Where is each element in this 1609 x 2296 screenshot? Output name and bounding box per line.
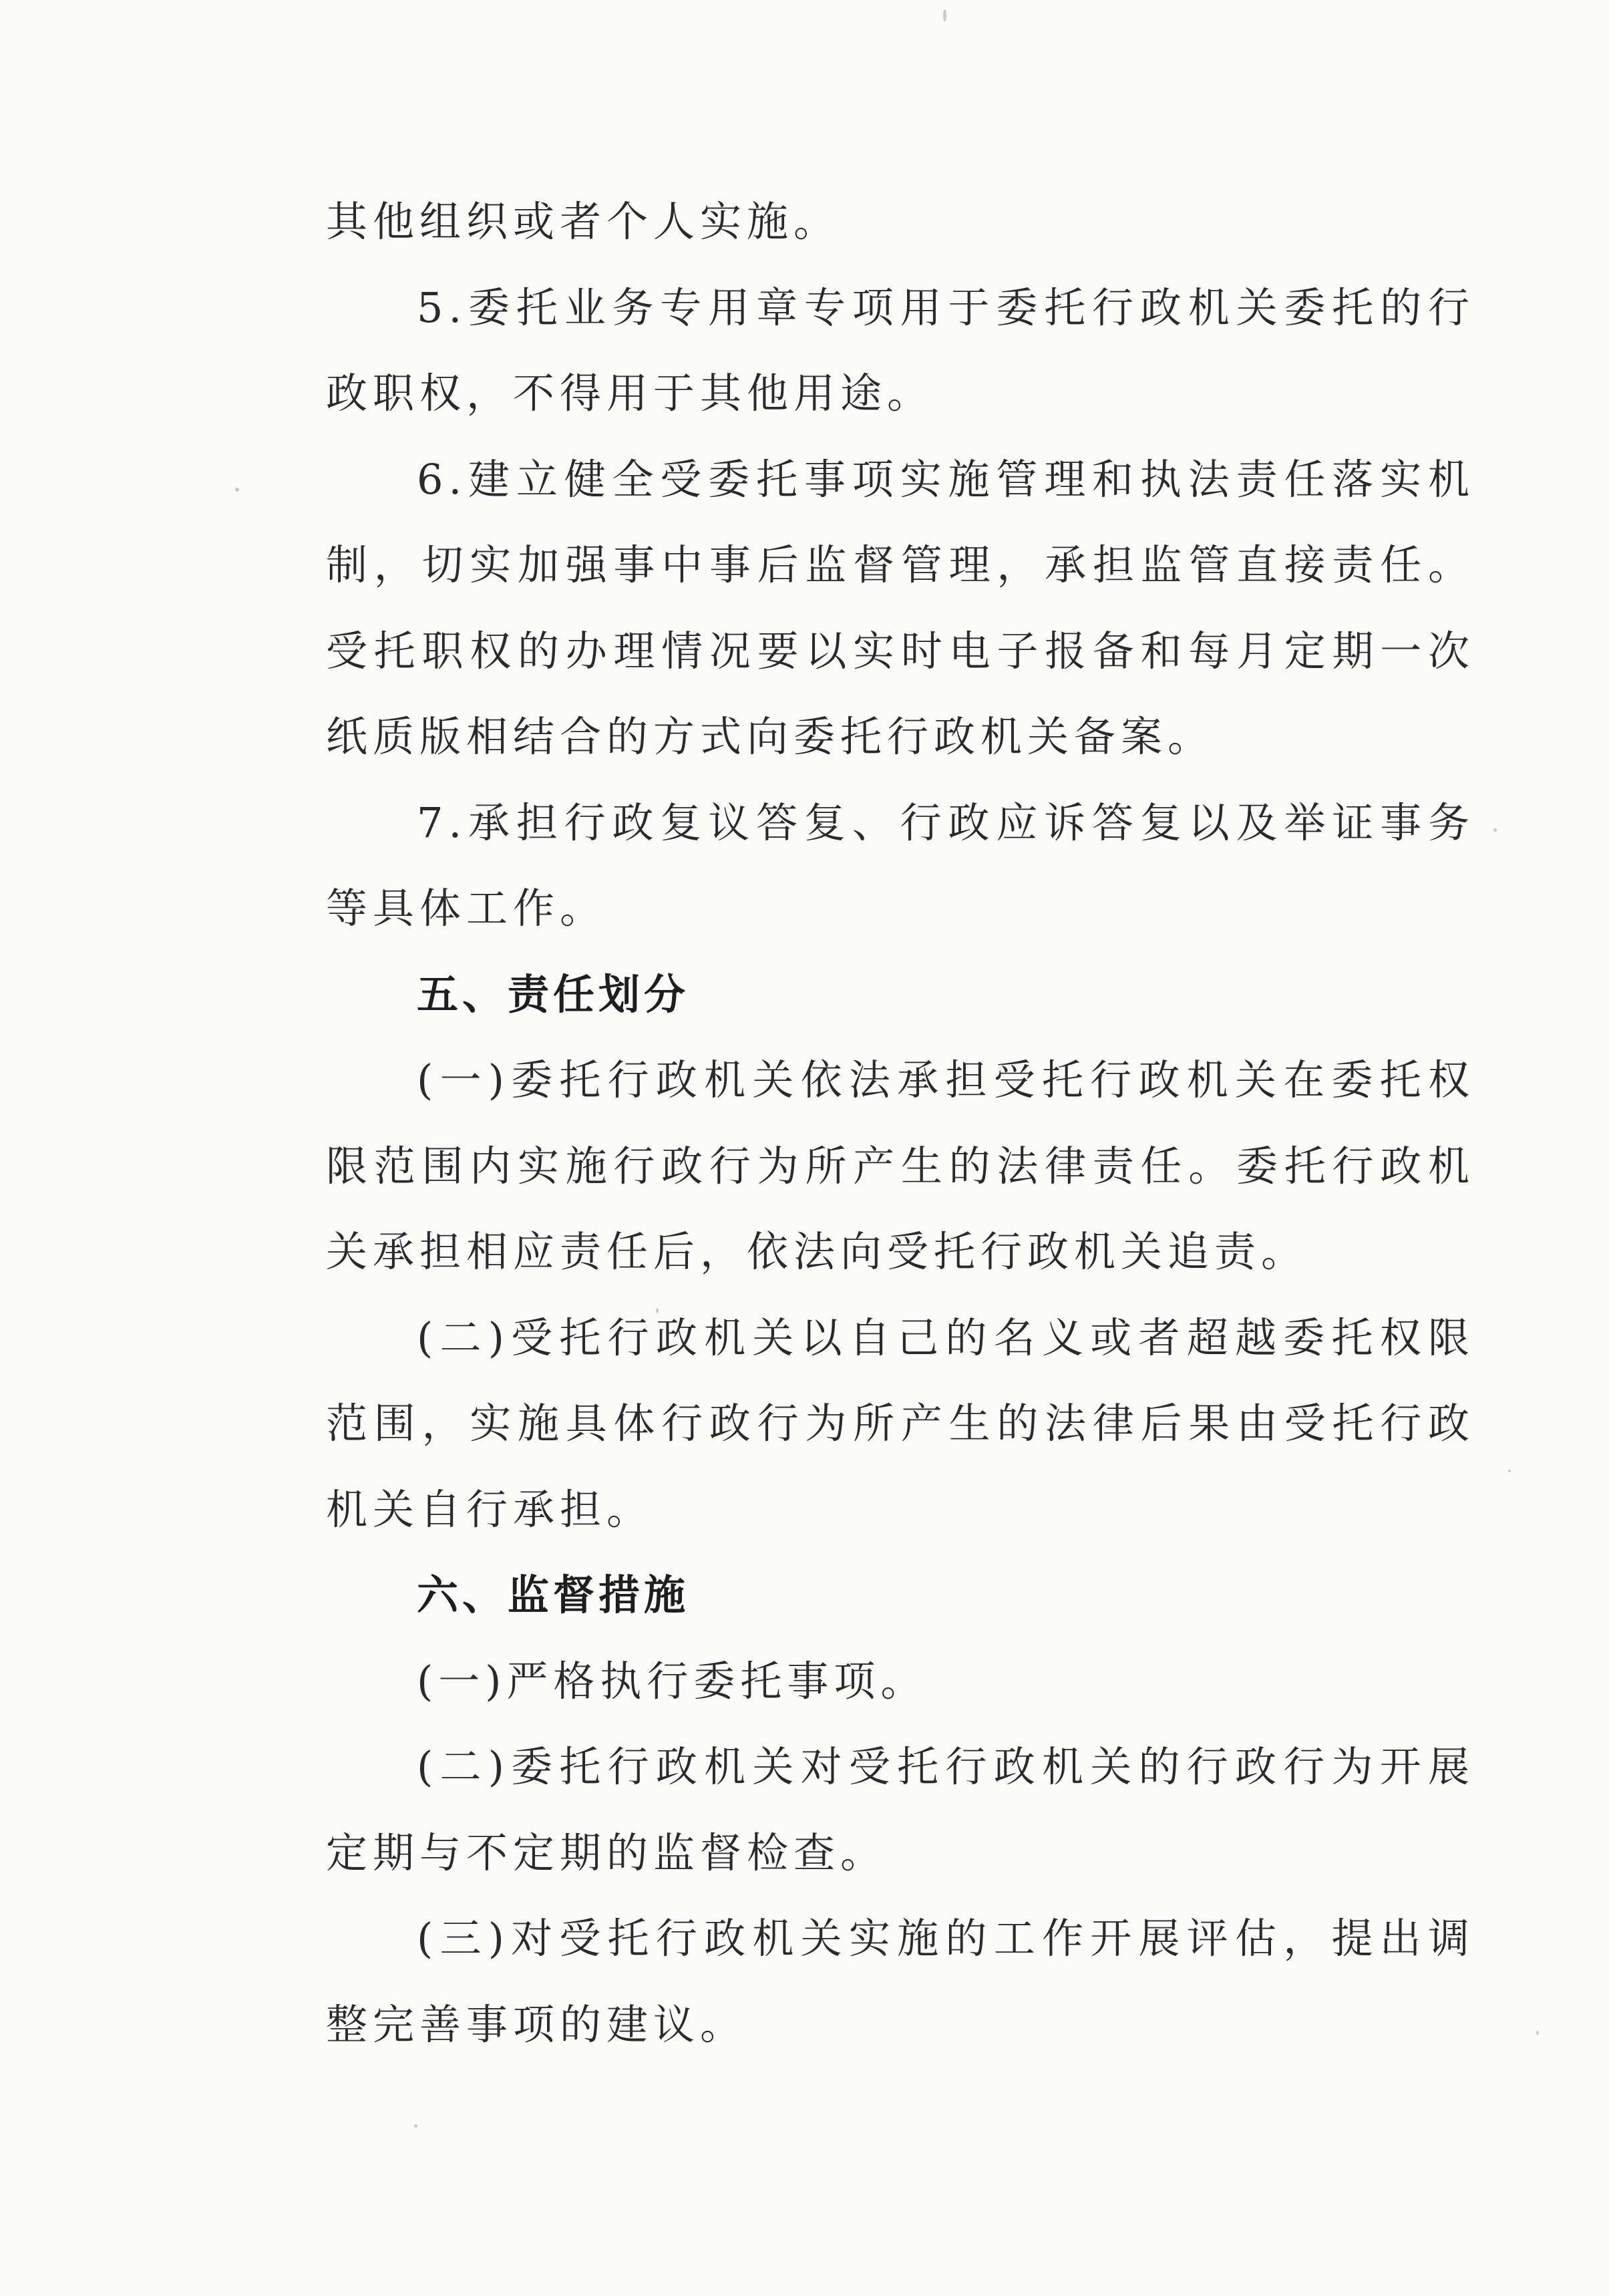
scan-speck — [1493, 828, 1497, 832]
scan-speck — [1508, 1470, 1511, 1472]
section-heading-responsibility: 五、责任划分 — [417, 969, 690, 1019]
scan-speck — [943, 9, 946, 21]
scan-speck — [1536, 2031, 1539, 2035]
scan-speck — [235, 488, 239, 492]
section-heading-supervision: 六、监督措施 — [417, 1571, 690, 1619]
paragraph-item-5: 5.委托业务专用章专项用于委托行政机关委托的行政职权，不得用于其他用途。 — [326, 283, 1475, 418]
paragraph-responsibility-2: (二)受托行政机关以自己的名义或者超越委托权限范围，实施具体行政行为所产生的法律后果由受托行政机关自行承担。 — [326, 1313, 1475, 1534]
document-body — [326, 179, 1475, 2068]
paragraph-item-6: 6.建立健全受委托事项实施管理和执法责任落实机制，切实加强事中事后监督管理，承担监管直接责任。受托职权的办理情况要以实时电子报备和每月定期一次纸质版相结合的方式向委托行政机关备案。 — [326, 454, 1475, 761]
paragraph-supervision-1: (一)严格执行委托事项。 — [417, 1656, 928, 1705]
paragraph-supervision-3: (三)对受托行政机关实施的工作开展评估，提出调整完善事项的建议。 — [326, 1914, 1475, 2049]
paragraph-continuation: 其他组织或者个人实施。 — [326, 197, 841, 246]
scan-speck — [656, 1308, 659, 1313]
paragraph-supervision-2: (二)委托行政机关对受托行政机关的行政行为开展定期与不定期的监督检查。 — [326, 1742, 1475, 1877]
paragraph-responsibility-1: (一)委托行政机关依法承担受托行政机关在委托权限范围内实施行政行为所产生的法律责任。委托行政机关承担相应责任后，依法向受托行政机关追责。 — [326, 1055, 1475, 1276]
paragraph-item-7: 7.承担行政复议答复、行政应诉答复以及举证事务等具体工作。 — [326, 798, 1475, 933]
scan-speck — [414, 2124, 417, 2128]
